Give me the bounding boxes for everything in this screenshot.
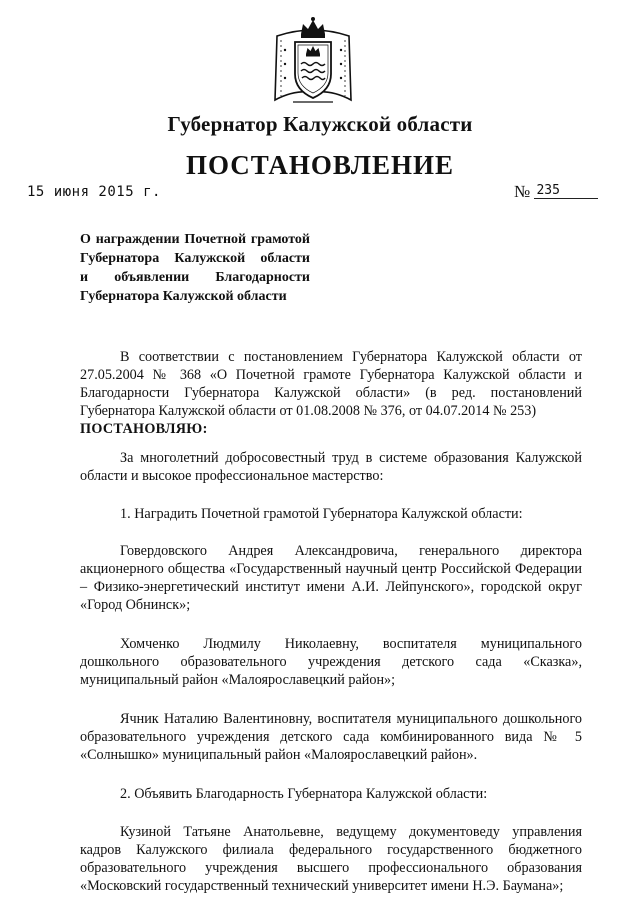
item-2-heading: 2. Объявить Благодарность Губернатора Калужской области: <box>120 786 488 802</box>
awardee-paragraph: Ячник Наталию Валентиновну, воспитателя муниципального дошкольного образовательного учреждения детского сада комбинированного вида № 5 «Солнышко» муниципальный район «Малоярославецкий район». <box>80 711 582 763</box>
document-type-title: ПОСТАНОВЛЕНИЕ <box>185 150 455 180</box>
reason-paragraph: За многолетний добросовестный труд в системе образования Калужской области и высокое профессиональное мастерство: <box>80 450 582 484</box>
awardee-paragraph: Хомченко Людмилу Николаевну, воспитателя муниципального дошкольного образовательного учреждения детского сада «Сказка», муниципальный район «Малоярославецкий район»; <box>80 636 582 688</box>
awardee-paragraph: Говердовского Андрея Александровича, генерального директора акционерного общества «Государственный научный центр Российской Федерации – Физико-энергетический институт имени А.И. Лейпунского», городской округ «Город Обнинск»; <box>80 543 582 613</box>
subject-line: О награждении Почетной грамотой <box>80 232 310 247</box>
document-number: 235 <box>534 183 598 199</box>
issuing-authority: Губернатор Калужской области <box>167 112 473 136</box>
number-sign: № <box>514 182 531 201</box>
item-1-heading: 1. Наградить Почетной грамотой Губернатора Калужской области: <box>120 506 523 522</box>
document-subject <box>80 230 310 306</box>
subject-line: и объявлении Благодарности <box>80 270 310 285</box>
subject-line: Губернатора Калужской области <box>80 251 310 266</box>
kaluga-coat-of-arms-icon <box>271 16 355 112</box>
document-date: 15 июня 2015 г. <box>27 184 161 200</box>
document-body <box>80 348 582 895</box>
preamble-paragraph: В соответствии с постановлением Губернатора Калужской области от 27.05.2004 № 368 «О Почетной грамоте Губернатора Калужской области и Благодарности Губернатора Калужской области» (в ред. постановлений Губернатора Калужской области от 01.08.2008 № 376, от 04.07.2014 № 253) <box>80 349 582 419</box>
document-number-field <box>514 182 598 202</box>
subject-line: Губернатора Калужской области <box>80 289 287 304</box>
decree-word: ПОСТАНОВЛЯЮ: <box>80 421 208 437</box>
awardee-paragraph: Кузиной Татьяне Анатольевне, ведущему документоведу управления кадров Калужского филиала федерального государственного бюджетного образовательного учреждения высшего профессионального образования «Московский государственный технический университет имени Н.Э. Баумана»; <box>80 824 582 894</box>
